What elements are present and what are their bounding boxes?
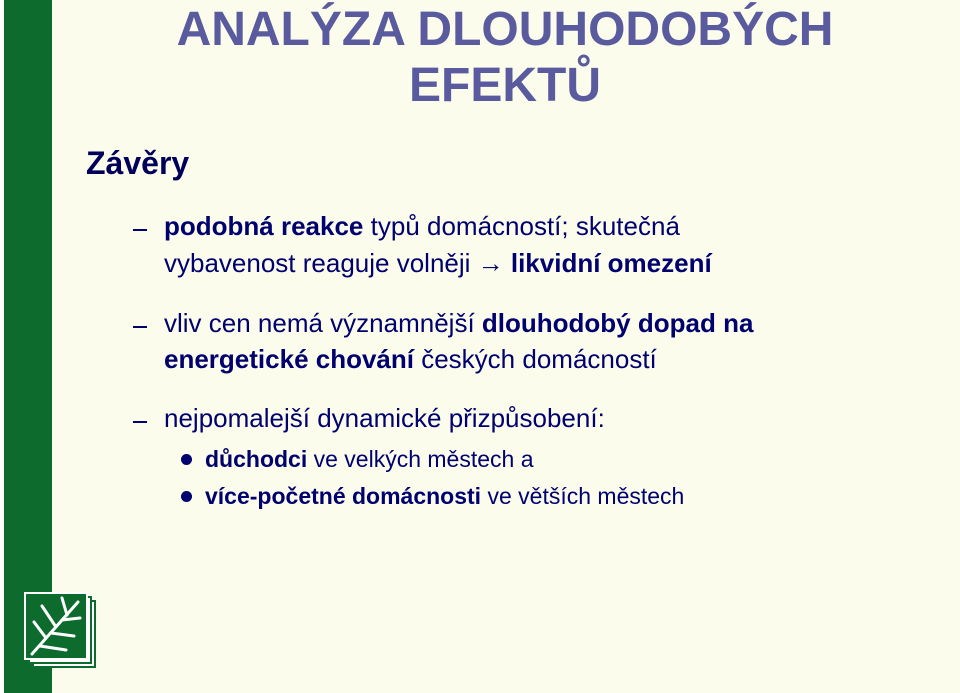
- item-1-line-2-text: vybavenost reaguje volněji: [164, 248, 478, 278]
- sub-item-1: [205, 445, 534, 473]
- item-2-line-2-text: českých domácností: [414, 344, 657, 374]
- sub-item-2-text: ve větších městech: [481, 483, 685, 509]
- item-2-line-2-bold: energetické chování: [164, 344, 414, 374]
- tree-book-logo-icon: [22, 588, 102, 673]
- item-1-line-1: [164, 211, 680, 241]
- section-heading: Závěry: [86, 145, 190, 181]
- item-2-text: vliv cen nemá významnější: [164, 308, 482, 338]
- sidebar-edge: [0, 0, 4, 693]
- bullet-dot-2: [181, 491, 192, 502]
- item-2-line-2: [164, 344, 657, 374]
- item-1-line-2-bold: likvidní omezení: [503, 248, 712, 278]
- title-line-2: EFEKTŮ: [409, 59, 601, 112]
- dash-marker-3: [133, 421, 147, 423]
- sub-item-2-bold: více-početné domácnosti: [205, 483, 482, 509]
- item-3-line-1: nejpomalejší dynamické přizpůsobení:: [164, 403, 605, 433]
- dash-marker-2: [133, 326, 147, 328]
- item-2-line-1: [164, 308, 753, 338]
- slide-title: [60, 2, 950, 114]
- item-2-bold: dlouhodobý dopad na: [481, 308, 754, 338]
- arrow-right-icon: →: [477, 248, 504, 278]
- dash-marker-1: [133, 229, 147, 231]
- item-1-bold: podobná reakce: [164, 211, 364, 241]
- title-line-1: ANALÝZA DLOUHODOBÝCH: [176, 3, 834, 56]
- sub-item-2: [205, 482, 684, 510]
- item-1-line-2: [164, 248, 712, 278]
- item-1-text: typů domácností; skutečná: [363, 211, 680, 241]
- sub-item-1-text: ve velkých městech a: [307, 446, 534, 472]
- sub-item-1-bold: důchodci: [205, 446, 308, 472]
- bullet-dot-1: [181, 454, 192, 465]
